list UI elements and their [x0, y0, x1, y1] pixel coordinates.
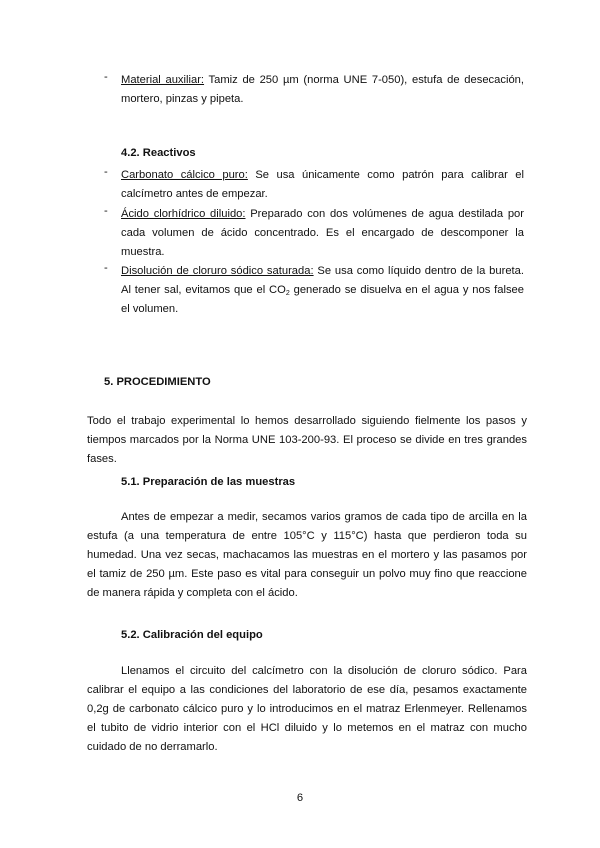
- intro-text: Todo el trabajo experimental lo hemos desarrollado siguiendo fielmente los pasos y tiempos marcados por la Norma UNE 103-200-93. El proceso se divide en tres grandes fases.: [87, 415, 527, 466]
- bullet-label: Carbonato cálcico puro:: [121, 169, 248, 181]
- bullet-material-auxiliar: [104, 71, 524, 109]
- paragraph-intro: [87, 401, 527, 480]
- bullet-body-a: Se usa como líquido dentro de la bureta. Al tener sal, evitamos que el CO: [121, 265, 524, 296]
- bullet-body: Tamiz de 250 µm (norma UNE 7-050), estufa de desecación, mortero, pinzas y pipeta.: [121, 74, 524, 105]
- bullet-body: Preparado con dos volúmenes de agua destilada por cada volumen de ácido concentrado. Es el encargado de descomponer la muestra.: [121, 208, 524, 258]
- bullet-dash: -: [104, 205, 108, 217]
- bullet-text: [121, 205, 524, 262]
- bullet-text: [121, 262, 524, 319]
- section-heading-preparacion: 5.1. Preparación de las muestras: [121, 476, 296, 488]
- bullet-body: Se usa únicamente como patrón para calibrar el calcímetro antes de empezar.: [121, 169, 524, 200]
- bullet-dash: -: [104, 262, 108, 274]
- bullet-body-b: generado se disuelva en el agua y nos falsee el volumen.: [121, 284, 524, 315]
- bullet-text: [121, 71, 524, 109]
- bullet-label: Material auxiliar:: [121, 74, 205, 86]
- bullet-disolucion: [104, 262, 524, 319]
- bullet-dash: -: [104, 71, 108, 83]
- paragraph-preparacion: [87, 497, 527, 614]
- calibracion-text: Llenamos el circuito del calcímetro con la disolución de cloruro sódico. Para calibrar el equipo a las condiciones del laboratorio de ese día, pesamos exactamente 0,2g de carbonato cálcico puro y lo introducimos en el matraz Erlenmeyer. Rellenamos el tubito de vidrio interior con el HCl diluido y lo metemos en el matraz con mucho cuidado de no derramarlo.: [87, 665, 527, 754]
- bullet-dash: -: [104, 166, 108, 178]
- page-number: 6: [296, 792, 304, 804]
- section-heading-reactivos: 4.2. Reactivos: [121, 147, 196, 159]
- bullet-label: Ácido clorhídrico diluido:: [121, 208, 246, 220]
- bullet-label: Disolución de cloruro sódico saturada:: [121, 265, 314, 277]
- subscript-2: 2: [285, 290, 290, 297]
- preparacion-text: Antes de empezar a medir, secamos varios gramos de cada tipo de arcilla en la estufa (a una temperatura de entre 105°C y 115°C) hasta que perdieron toda su humedad. Una vez secas, machacamos las muestras en el mortero y las pasamos por el tamiz de 250 µm. Este paso es vital para conseguir un polvo muy fino que reaccione de manera rápida y completa con el ácido.: [87, 511, 527, 600]
- paragraph-calibracion: [87, 651, 527, 768]
- section-heading-calibracion: 5.2. Calibración del equipo: [121, 629, 263, 641]
- section-heading-procedimiento: 5. PROCEDIMIENTO: [104, 376, 211, 388]
- bullet-carbonato: [104, 166, 524, 204]
- bullet-text: [121, 166, 524, 204]
- bullet-acido: [104, 205, 524, 262]
